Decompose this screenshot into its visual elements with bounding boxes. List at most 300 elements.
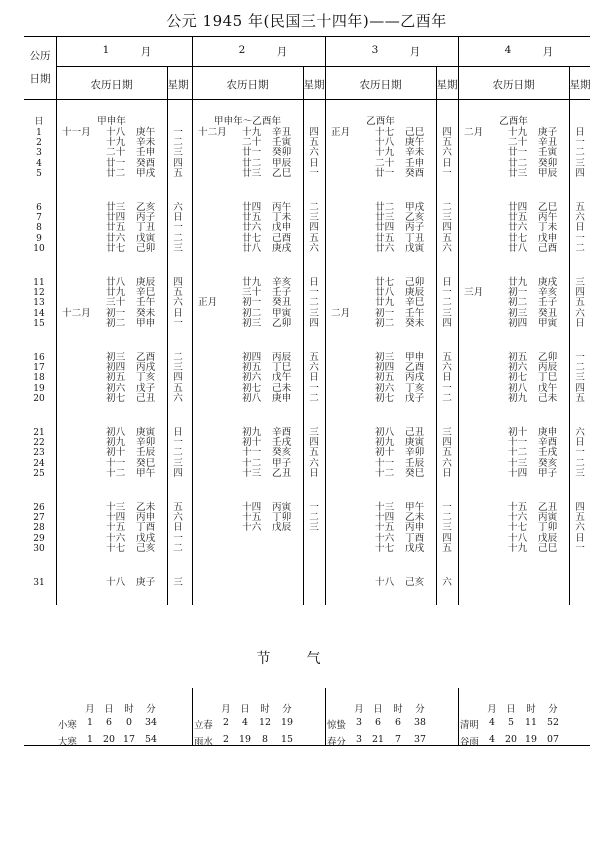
ganzhi: 癸巳 — [405, 467, 425, 479]
ganzhi: 丙申 — [136, 512, 156, 524]
ganzhi: 壬寅 — [272, 137, 292, 149]
weekday: 三 — [575, 467, 585, 479]
lunar-year-label: 甲申年～乙酉年 — [213, 116, 282, 127]
ganzhi: 辛巳 — [136, 287, 156, 299]
lunar-day: 十三 — [375, 502, 395, 513]
day-number: 7 — [36, 213, 42, 224]
weekday: 三 — [575, 157, 585, 169]
jieqi-value: 20 — [103, 734, 115, 745]
lunar-day: 廿四 — [106, 212, 126, 224]
day-number: 10 — [33, 243, 45, 254]
lunar-month-marker: 二月 — [331, 307, 351, 319]
lunar-day: 十八 — [375, 137, 395, 149]
lunar-day: 十七 — [375, 542, 395, 554]
lunar-year-label: 甲申年 — [97, 116, 126, 127]
weekday: 六 — [575, 212, 585, 224]
ganzhi: 庚寅 — [136, 427, 156, 438]
weekday: 一 — [575, 542, 585, 554]
jieqi-column-header: 时 — [526, 704, 536, 715]
ganzhi: 壬子 — [272, 287, 292, 299]
ganzhi: 庚午 — [136, 127, 156, 138]
lunar-day: 廿五 — [375, 232, 395, 244]
ganzhi: 己卯 — [136, 242, 156, 254]
weekday: 一 — [173, 317, 183, 329]
weekday: 三 — [173, 147, 183, 159]
ganzhi: 壬辰 — [136, 447, 156, 459]
ganzhi: 丁酉 — [405, 532, 425, 544]
ganzhi: 己未 — [272, 382, 292, 394]
lunar-day: 初十 — [242, 437, 262, 449]
lunar-month-marker: 正月 — [198, 297, 218, 309]
weekday: 五 — [575, 297, 585, 309]
weekday: 日 — [309, 372, 319, 384]
day-number: 15 — [33, 318, 45, 329]
day-number: 17 — [33, 363, 45, 374]
ganzhi: 癸亥 — [272, 447, 292, 459]
day-label: 日 — [34, 117, 44, 127]
jieqi-value: 8 — [262, 734, 268, 745]
ganzhi: 戊午 — [538, 382, 558, 394]
ganzhi: 壬午 — [405, 307, 425, 319]
weekday: 二 — [309, 297, 319, 309]
lunar-day: 初五 — [242, 362, 262, 374]
ganzhi: 壬午 — [136, 297, 156, 309]
jieqi-column-header: 分 — [548, 704, 558, 715]
lunar-day: 廿四 — [508, 202, 528, 213]
ganzhi: 癸未 — [405, 317, 425, 329]
ganzhi: 庚申 — [538, 427, 558, 438]
lunar-day: 初二 — [242, 307, 262, 319]
lunar-day: 初二 — [508, 297, 528, 309]
ganzhi: 戊申 — [538, 232, 558, 244]
jieqi-value: 1 — [87, 734, 93, 745]
ganzhi: 丙辰 — [538, 362, 558, 374]
ganzhi: 辛亥 — [272, 277, 292, 288]
ganzhi: 己亥 — [136, 542, 156, 554]
lunar-day: 十七 — [375, 127, 395, 138]
lunar-day: 十四 — [106, 512, 126, 524]
weekday-header: 星期 — [436, 79, 458, 91]
ganzhi: 庚辰 — [405, 287, 425, 299]
ganzhi: 戊子 — [405, 392, 425, 404]
lunar-day: 初一 — [508, 287, 528, 299]
day-number: 13 — [33, 298, 45, 309]
ganzhi: 丁卯 — [272, 512, 292, 524]
weekday: 五 — [309, 352, 319, 363]
lunar-day: 廿五 — [508, 212, 528, 224]
ganzhi: 辛亥 — [538, 287, 558, 299]
weekday: 六 — [173, 392, 183, 404]
weekday: 五 — [309, 447, 319, 459]
weekday: 一 — [173, 222, 183, 234]
weekday: 二 — [575, 457, 585, 469]
weekday: 五 — [575, 392, 585, 404]
weekday: 一 — [173, 532, 183, 544]
ganzhi: 己卯 — [405, 277, 425, 288]
jieqi-column-header: 月 — [354, 704, 364, 715]
lunar-day: 廿九 — [106, 287, 126, 299]
lunar-day: 十九 — [106, 137, 126, 149]
jieqi-column-rule — [325, 688, 326, 745]
ganzhi: 己丑 — [405, 427, 425, 438]
jieqi-name: 谷雨 — [460, 737, 479, 748]
ganzhi: 己酉 — [538, 242, 558, 254]
ganzhi: 辛卯 — [405, 447, 425, 459]
lunar-day: 初八 — [106, 427, 126, 438]
day-number: 8 — [36, 223, 42, 234]
lunar-day: 三十 — [106, 297, 126, 309]
lunar-day: 十六 — [375, 532, 395, 544]
ganzhi: 丙辰 — [272, 352, 292, 363]
ganzhi: 丁未 — [538, 222, 558, 234]
weekday: 一 — [442, 167, 452, 179]
lunar-day: 十二 — [508, 447, 528, 459]
lunar-day: 廿三 — [375, 212, 395, 224]
lunar-day: 初三 — [242, 317, 262, 329]
ganzhi: 辛未 — [405, 147, 425, 159]
weekday: 三 — [173, 457, 183, 469]
day-number: 1 — [36, 128, 42, 138]
lunar-year-label: 乙酉年 — [499, 116, 528, 127]
weekday: 日 — [442, 467, 452, 479]
lunar-day: 廿一 — [375, 167, 395, 179]
lunar-date-header: 农历日期 — [226, 79, 269, 91]
weekday: 四 — [173, 157, 183, 169]
weekday: 六 — [309, 147, 319, 159]
jieqi-value: 4 — [489, 717, 495, 728]
ganzhi: 辛未 — [136, 137, 156, 149]
weekday: 五 — [173, 382, 183, 394]
page-title: 公元 1945 年(民国三十四年)——乙酉年 — [166, 12, 447, 30]
weekday: 五 — [173, 287, 183, 299]
weekday: 日 — [442, 372, 452, 384]
jieqi-column-header: 分 — [282, 704, 292, 715]
month-word: 月 — [542, 46, 554, 58]
ganzhi: 乙酉 — [136, 352, 156, 363]
ganzhi: 辛酉 — [272, 427, 292, 438]
lunar-date-header: 农历日期 — [492, 79, 535, 91]
ganzhi: 壬戌 — [272, 437, 292, 449]
lunar-day: 廿七 — [375, 277, 395, 288]
ganzhi: 丙戌 — [405, 372, 425, 384]
jieqi-value: 12 — [259, 717, 271, 728]
ganzhi: 壬辰 — [405, 457, 425, 469]
ganzhi: 丙寅 — [538, 512, 558, 524]
weekday: 二 — [442, 512, 452, 524]
ganzhi: 甲辰 — [538, 167, 558, 179]
weekday: 二 — [173, 137, 183, 149]
weekday: 一 — [309, 167, 319, 179]
lunar-day: 二十 — [375, 157, 395, 169]
lunar-day: 初五 — [375, 372, 395, 384]
lunar-day: 初二 — [106, 317, 126, 329]
ganzhi: 戊戌 — [405, 542, 425, 554]
ganzhi: 甲戌 — [136, 167, 156, 179]
jieqi-value: 38 — [414, 717, 426, 728]
lunar-day: 初三 — [375, 352, 395, 363]
weekday: 六 — [575, 522, 585, 534]
lunar-day: 廿六 — [508, 222, 528, 234]
lunar-day: 十八 — [508, 532, 528, 544]
jieqi-value: 6 — [395, 717, 401, 728]
weekday: 三 — [575, 372, 585, 384]
jieqi-value: 34 — [145, 717, 157, 728]
weekday: 三 — [173, 577, 183, 588]
lunar-day: 初十 — [375, 447, 395, 459]
jieqi-value: 20 — [505, 734, 517, 745]
ganzhi: 丙寅 — [272, 502, 292, 513]
weekday: 一 — [309, 287, 319, 299]
weekday: 四 — [309, 222, 319, 234]
weekday: 六 — [309, 362, 319, 374]
lunar-day: 初三 — [508, 307, 528, 319]
ganzhi: 己丑 — [136, 392, 156, 404]
jieqi-value: 2 — [223, 734, 229, 745]
ganzhi: 甲子 — [272, 457, 292, 469]
lunar-day: 十四 — [242, 502, 262, 513]
ganzhi: 戊戌 — [136, 532, 156, 544]
month-number: 4 — [504, 44, 512, 56]
weekday: 六 — [442, 147, 452, 159]
weekday: 一 — [442, 502, 452, 513]
weekday: 一 — [575, 352, 585, 363]
ganzhi: 乙丑 — [272, 467, 292, 479]
lunar-day: 初四 — [106, 362, 126, 374]
lunar-year-label: 乙酉年 — [366, 116, 395, 127]
ganzhi: 丙子 — [136, 212, 156, 224]
lunar-month-marker: 三月 — [464, 287, 484, 299]
day-number: 16 — [33, 353, 45, 363]
weekday: 六 — [442, 457, 452, 469]
weekday: 二 — [442, 297, 452, 309]
jieqi-name: 清明 — [460, 720, 479, 731]
weekday: 二 — [575, 242, 585, 254]
day-number: 4 — [36, 158, 42, 169]
month-word: 月 — [409, 46, 421, 58]
weekday: 二 — [309, 392, 319, 404]
lunar-day: 初三 — [106, 352, 126, 363]
weekday: 三 — [575, 277, 585, 288]
lunar-day: 廿六 — [106, 232, 126, 244]
weekday: 一 — [309, 382, 319, 394]
lunar-day: 廿二 — [242, 157, 262, 169]
ganzhi: 己亥 — [405, 577, 425, 588]
weekday: 四 — [309, 437, 319, 449]
ganzhi: 戊申 — [272, 222, 292, 234]
day-number: 23 — [33, 448, 45, 459]
jieqi-value: 0 — [126, 717, 132, 728]
lunar-date-header: 农历日期 — [90, 79, 133, 91]
jieqi-title: 节气 — [256, 651, 357, 667]
ganzhi: 壬戌 — [538, 447, 558, 459]
ganzhi: 甲申 — [136, 317, 156, 329]
lunar-day: 初六 — [508, 362, 528, 374]
ganzhi: 乙酉 — [405, 362, 425, 374]
jieqi-value: 52 — [547, 717, 559, 728]
lunar-day: 初八 — [508, 382, 528, 394]
weekday: 四 — [173, 467, 183, 479]
lunar-day: 十八 — [375, 577, 395, 588]
jieqi-column-header: 日 — [240, 704, 250, 715]
lunar-day: 十九 — [508, 542, 528, 554]
ganzhi: 癸未 — [136, 307, 156, 319]
ganzhi: 庚寅 — [405, 437, 425, 449]
weekday: 四 — [575, 502, 585, 513]
weekday: 六 — [442, 362, 452, 374]
lunar-day: 初八 — [242, 392, 262, 404]
jieqi-column-header: 时 — [124, 704, 134, 715]
weekday: 二 — [173, 232, 183, 244]
ganzhi: 辛丑 — [538, 137, 558, 149]
weekday: 一 — [442, 287, 452, 299]
lunar-day: 廿四 — [375, 222, 395, 234]
day-number: 30 — [33, 543, 45, 554]
ganzhi: 丙子 — [405, 222, 425, 234]
day-number: 29 — [33, 533, 45, 544]
jieqi-value: 6 — [106, 717, 112, 728]
jieqi-column-header: 时 — [393, 704, 403, 715]
weekday: 四 — [442, 317, 452, 329]
lunar-day: 初二 — [375, 317, 395, 329]
lunar-day: 廿七 — [106, 242, 126, 254]
weekday: 五 — [173, 502, 183, 513]
day-number: 27 — [33, 513, 45, 524]
ganzhi: 丁未 — [272, 212, 292, 224]
lunar-day: 初一 — [242, 297, 262, 309]
weekday: 四 — [309, 317, 319, 329]
ganzhi: 丙午 — [272, 202, 292, 213]
lunar-day: 二十 — [508, 137, 528, 149]
jieqi-value: 21 — [372, 734, 384, 745]
lunar-day: 廿三 — [242, 167, 262, 179]
lunar-day: 初七 — [508, 372, 528, 384]
day-number: 12 — [33, 288, 45, 299]
ganzhi: 癸酉 — [136, 157, 156, 169]
weekday: 五 — [309, 232, 319, 244]
day-number: 22 — [33, 438, 45, 449]
weekday: 四 — [173, 372, 183, 384]
weekday: 日 — [309, 157, 319, 169]
weekday: 三 — [309, 522, 319, 534]
ganzhi: 癸亥 — [538, 457, 558, 469]
weekday: 二 — [173, 542, 183, 554]
weekday: 三 — [173, 242, 183, 254]
day-number: 6 — [36, 203, 42, 213]
lunar-day: 廿六 — [242, 222, 262, 234]
day-number: 19 — [33, 383, 45, 394]
ganzhi: 乙丑 — [538, 502, 558, 513]
lunar-day: 十一 — [242, 447, 262, 459]
ganzhi: 丁丑 — [136, 222, 156, 234]
jieqi-name: 雨水 — [194, 737, 213, 748]
weekday: 五 — [309, 137, 319, 149]
weekday: 三 — [309, 427, 319, 438]
weekday: 日 — [575, 437, 585, 449]
lunar-day: 廿一 — [508, 147, 528, 159]
day-number: 21 — [33, 428, 45, 438]
weekday: 五 — [575, 512, 585, 524]
ganzhi: 乙亥 — [405, 212, 425, 224]
weekday: 三 — [309, 212, 319, 224]
ganzhi: 甲子 — [538, 467, 558, 479]
weekday: 一 — [575, 232, 585, 244]
lunar-day: 廿九 — [375, 297, 395, 309]
lunar-day: 二十 — [106, 147, 126, 159]
lunar-day: 廿一 — [242, 147, 262, 159]
lunar-day: 初六 — [242, 372, 262, 384]
lunar-day: 初四 — [375, 362, 395, 374]
day-number: 3 — [36, 148, 42, 159]
weekday: 四 — [309, 127, 319, 138]
lunar-day: 廿九 — [508, 277, 528, 288]
weekday: 二 — [309, 202, 319, 213]
jieqi-column-header: 月 — [487, 704, 497, 715]
ganzhi: 甲辰 — [272, 157, 292, 169]
jieqi-value: 19 — [239, 734, 251, 745]
lunar-month-marker: 二月 — [464, 127, 484, 138]
month-number: 2 — [238, 44, 246, 56]
lunar-day: 十四 — [375, 512, 395, 524]
weekday: 四 — [442, 127, 452, 138]
ganzhi: 戊寅 — [405, 242, 425, 254]
lunar-day: 十六 — [106, 532, 126, 544]
jieqi-bottom-rule — [24, 745, 590, 746]
month-number: 1 — [102, 44, 110, 56]
ganzhi: 癸丑 — [272, 297, 292, 309]
month-word: 月 — [140, 46, 152, 58]
lunar-day: 十三 — [242, 467, 262, 479]
day-number: 31 — [33, 578, 45, 588]
lunar-date-header: 农历日期 — [359, 79, 402, 91]
lunar-day: 廿四 — [242, 202, 262, 213]
weekday: 五 — [442, 232, 452, 244]
ganzhi: 乙亥 — [136, 202, 156, 213]
lunar-day: 十八 — [106, 577, 126, 588]
jieqi-column-header: 月 — [221, 704, 231, 715]
lunar-day: 初九 — [242, 427, 262, 438]
weekday: 日 — [442, 157, 452, 169]
ganzhi: 庚申 — [272, 392, 292, 404]
lunar-day: 十三 — [106, 502, 126, 513]
ganzhi: 甲寅 — [538, 317, 558, 329]
lunar-day: 廿七 — [508, 232, 528, 244]
lunar-day: 十五 — [375, 522, 395, 534]
ganzhi: 甲午 — [136, 467, 156, 479]
lunar-day: 初六 — [375, 382, 395, 394]
jieqi-column-header: 时 — [260, 704, 270, 715]
lunar-day: 初七 — [242, 382, 262, 394]
weekday: 二 — [309, 512, 319, 524]
lunar-day: 廿七 — [242, 232, 262, 244]
ganzhi: 甲申 — [405, 352, 425, 363]
ganzhi: 乙未 — [405, 512, 425, 524]
ganzhi: 己未 — [538, 392, 558, 404]
ganzhi: 乙卯 — [538, 352, 558, 363]
ganzhi: 壬寅 — [538, 147, 558, 159]
weekday: 五 — [442, 447, 452, 459]
weekday: 日 — [442, 277, 452, 288]
ganzhi: 丁巳 — [538, 372, 558, 384]
lunar-day: 廿八 — [375, 287, 395, 299]
ganzhi: 丙申 — [405, 522, 425, 534]
jieqi-value: 15 — [281, 734, 293, 745]
ganzhi: 丙戌 — [136, 362, 156, 374]
jieqi-value: 11 — [525, 717, 537, 728]
ganzhi: 甲寅 — [272, 307, 292, 319]
weekday: 日 — [575, 532, 585, 544]
weekday: 一 — [575, 447, 585, 459]
ganzhi: 庚午 — [405, 137, 425, 149]
